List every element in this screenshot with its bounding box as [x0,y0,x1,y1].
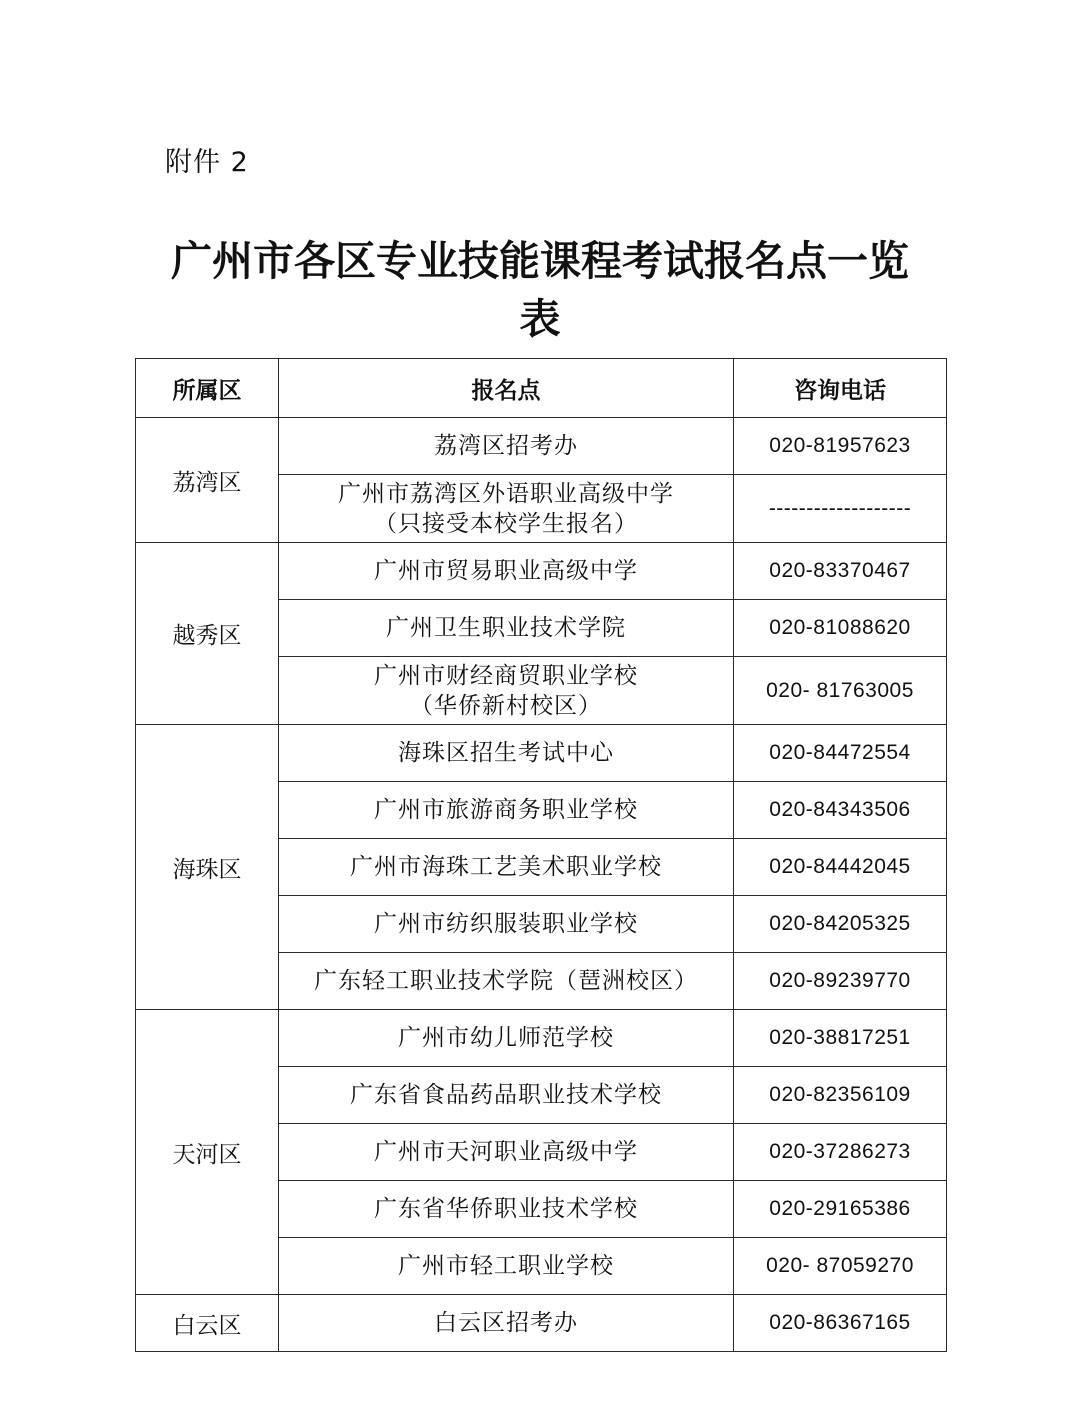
phone-cell: 020-81957623 [734,418,947,475]
phone-cell: 020- 81763005 [734,657,947,725]
phone-cell: 020-29165386 [734,1181,947,1238]
phone-cell: 020-81088620 [734,600,947,657]
phone-cell: 020-83370467 [734,543,947,600]
site-cell [279,657,734,725]
district-cell: 越秀区 [136,543,279,725]
table-row [136,725,947,782]
header-site: 报名点 [279,359,734,418]
site-name: 广州市财经商贸职业学校 [374,662,638,689]
site-cell: 海珠区招生考试中心 [279,725,734,782]
title-line-1: 广州市各区专业技能课程考试报名点一览 [171,237,909,285]
phone-cell: 020-89239770 [734,953,947,1010]
site-note: （华侨新村校区） [410,692,602,719]
table-row [136,1295,947,1352]
site-cell: 广州市海珠工艺美术职业学校 [279,839,734,896]
phone-cell: 020-86367165 [734,1295,947,1352]
attachment-label: 附件 2 [165,147,249,178]
phone-cell: 020-37286273 [734,1124,947,1181]
district-cell: 天河区 [136,1010,279,1295]
phone-cell: ------------------- [734,475,947,543]
table-row [136,1010,947,1067]
site-cell: 广州市幼儿师范学校 [279,1010,734,1067]
header-phone: 咨询电话 [734,359,947,418]
district-cell: 海珠区 [136,725,279,1010]
site-cell: 广东轻工职业技术学院（琶洲校区） [279,953,734,1010]
phone-cell: 020-84472554 [734,725,947,782]
site-cell: 广东省华侨职业技术学校 [279,1181,734,1238]
site-cell: 广州市贸易职业高级中学 [279,543,734,600]
site-cell: 荔湾区招考办 [279,418,734,475]
phone-cell: 020-84442045 [734,839,947,896]
district-cell: 荔湾区 [136,418,279,543]
table-row [136,418,947,475]
site-cell: 广州市轻工职业学校 [279,1238,734,1295]
phone-cell: 020-84343506 [734,782,947,839]
site-note: （只接受本校学生报名） [374,510,638,537]
table-header-row [136,359,947,418]
site-cell [279,475,734,543]
page-title [150,232,930,348]
phone-cell: 020-84205325 [734,896,947,953]
site-cell: 广州卫生职业技术学院 [279,600,734,657]
table-row [136,543,947,600]
phone-cell: 020-38817251 [734,1010,947,1067]
site-cell: 广东省食品药品职业技术学校 [279,1067,734,1124]
site-cell: 广州市旅游商务职业学校 [279,782,734,839]
title-line-2: 表 [519,295,561,343]
site-cell: 广州市天河职业高级中学 [279,1124,734,1181]
district-cell: 白云区 [136,1295,279,1352]
header-district: 所属区 [136,359,279,418]
site-name: 广州市荔湾区外语职业高级中学 [338,480,674,507]
phone-cell: 020-82356109 [734,1067,947,1124]
registration-table [135,358,947,1352]
site-cell: 白云区招考办 [279,1295,734,1352]
phone-cell: 020- 87059270 [734,1238,947,1295]
site-cell: 广州市纺织服装职业学校 [279,896,734,953]
